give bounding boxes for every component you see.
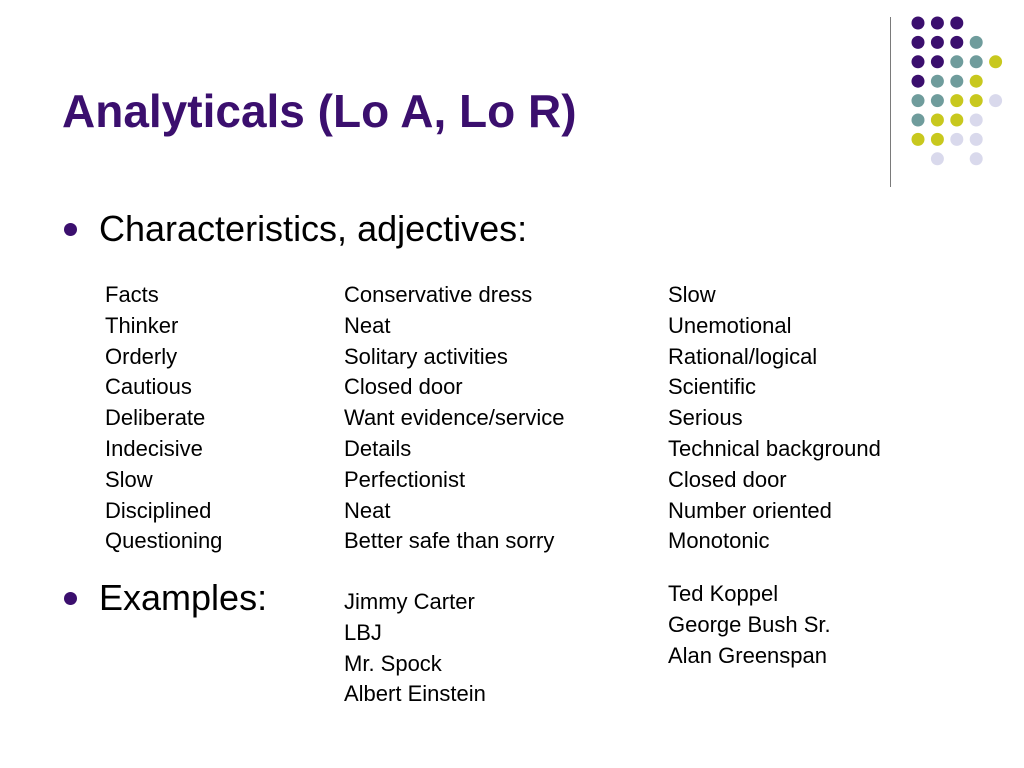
decorative-dot xyxy=(931,75,944,88)
decorative-dot xyxy=(970,114,983,127)
decorative-dot xyxy=(912,17,925,30)
list-item: Deliberate xyxy=(105,405,206,431)
list-item: Albert Einstein xyxy=(344,681,486,707)
decorative-dot xyxy=(950,94,963,107)
examples-column-3 xyxy=(668,579,831,671)
decorative-dot xyxy=(950,75,963,88)
bullet-characteristics xyxy=(64,208,528,249)
list-item: Technical background xyxy=(668,435,881,461)
list-item: Questioning xyxy=(105,528,223,554)
list-item: Serious xyxy=(668,405,743,431)
list-item: Solitary activities xyxy=(344,343,508,369)
decorative-dot xyxy=(912,36,925,49)
decorative-dot xyxy=(950,17,963,30)
list-item: Alan Greenspan xyxy=(668,642,827,668)
decorative-dot xyxy=(912,75,925,88)
decorative-dot xyxy=(912,114,925,127)
decorative-dot xyxy=(931,36,944,49)
list-item: Details xyxy=(344,435,412,461)
list-item: Closed door xyxy=(344,374,463,400)
list-item: Rational/logical xyxy=(668,343,818,369)
decorative-dot xyxy=(931,114,944,127)
decorative-dot xyxy=(931,17,944,30)
decorative-dot xyxy=(931,152,944,165)
list-item: Slow xyxy=(668,282,716,307)
bullet-dot-icon xyxy=(64,223,77,236)
list-item: Perfectionist xyxy=(344,466,466,492)
list-item: Jimmy Carter xyxy=(344,589,475,614)
list-item: Neat xyxy=(344,312,391,338)
list-item: Ted Koppel xyxy=(668,581,779,606)
bullet-dot-icon xyxy=(64,592,77,605)
bullet-examples-text: Examples: xyxy=(99,577,268,618)
characteristics-column-1 xyxy=(105,280,222,557)
characteristics-column-3 xyxy=(668,280,881,557)
decorative-dot xyxy=(931,133,944,146)
list-item: Indecisive xyxy=(105,435,203,461)
list-item: Number oriented xyxy=(668,497,832,523)
list-item: Orderly xyxy=(105,343,178,369)
bullet-examples xyxy=(64,577,268,618)
list-item: George Bush Sr. xyxy=(668,611,831,637)
decorative-dot xyxy=(950,55,963,68)
list-item: Monotonic xyxy=(668,528,770,554)
bullet-characteristics-text: Characteristics, adjectives: xyxy=(99,208,528,249)
list-item: Thinker xyxy=(105,312,179,338)
list-item: Better safe than sorry xyxy=(344,528,555,554)
list-item: Conservative dress xyxy=(344,282,533,307)
decorative-dot xyxy=(912,55,925,68)
decorative-dot xyxy=(970,55,983,68)
decorative-dot xyxy=(970,36,983,49)
decorative-dot xyxy=(931,55,944,68)
list-item: Neat xyxy=(344,497,391,523)
decorative-dot xyxy=(950,36,963,49)
title-divider-line xyxy=(890,17,891,187)
list-item: Closed door xyxy=(668,466,787,492)
list-item: Scientific xyxy=(668,374,757,400)
list-item: Want evidence/service xyxy=(344,405,565,431)
decorative-dot xyxy=(970,94,983,107)
decorative-dot xyxy=(970,133,983,146)
decorative-dot xyxy=(912,94,925,107)
characteristics-column-2 xyxy=(344,280,565,557)
list-item: Unemotional xyxy=(668,312,792,338)
decorative-dot xyxy=(970,75,983,88)
list-item: Facts xyxy=(105,282,159,307)
list-item: Slow xyxy=(105,466,153,492)
list-item: LBJ xyxy=(344,619,382,645)
examples-column-2 xyxy=(344,587,486,710)
decorative-dot xyxy=(931,94,944,107)
list-item: Disciplined xyxy=(105,497,212,523)
list-item: Mr. Spock xyxy=(344,650,442,676)
decorative-dot xyxy=(970,152,983,165)
decorative-dot xyxy=(950,114,963,127)
slide-title: Analyticals (Lo A, Lo R) xyxy=(62,85,577,137)
decorative-dot xyxy=(989,55,1002,68)
list-item: Cautious xyxy=(105,374,192,400)
decorative-dot xyxy=(989,94,1002,107)
decorative-dot xyxy=(912,133,925,146)
decorative-dot xyxy=(950,133,963,146)
